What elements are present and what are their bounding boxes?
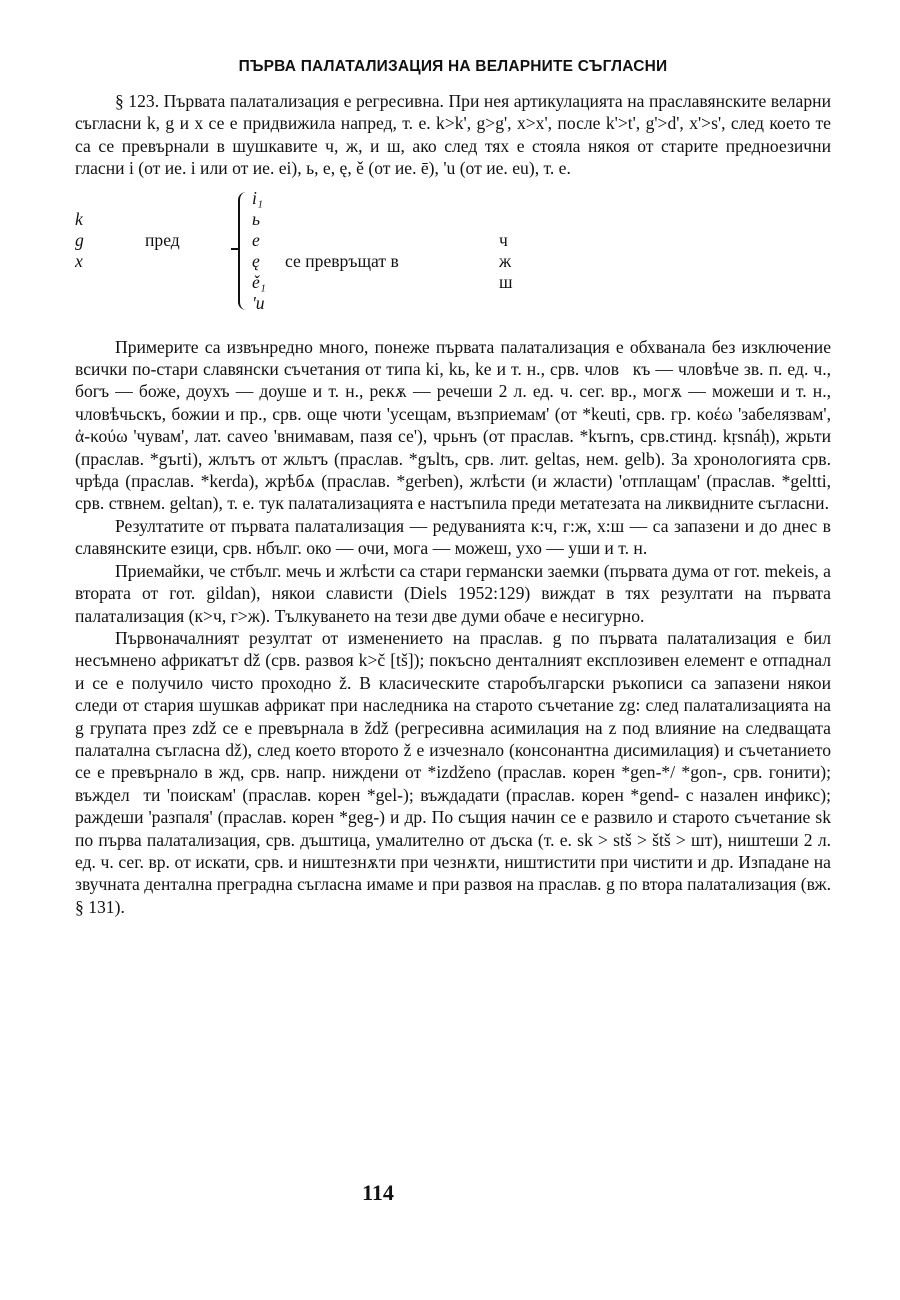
paragraph-examples: Примерите са извънредно много, понеже първата палатализация е обхванала без изключение всички по-стари славянски съчетания от типа ki, kь, ke и т. н., срв. члов꙽къ — чловѣче зв. п. ед. ч., богъ — боже, доухъ — доуше и т. н., рекѫ — речеши 2 л. ед. ч. сег. вр., могѫ — можеши и т. н., чловѣчьскъ, божии и пр., срв. още чюти 'усещам, възприемам' (от *keuti, срв. гр. κοέω 'забелязвам', ἀ-κούω 'чувам', лат. caveo 'внимавам, пазя се'), чрьнъ (от праслав. *kъrnъ, срв.стинд. kṛsnáḥ), жрьти (праслав. *gъrti), жлътъ от жльтъ (праслав. *gъltъ, срв. лит. geltas, нем. gelb). За хронологията срв. чрѣда (праслав. *kerda), жрѣбѧ (праслав. *gerben), жлѣсти (и жлаcти) 'отплащам' (праслав. *geltti, срв. ствнем. geltan), т. е. тук палатализацията е настъпила преди метатезата на ликвидните съгласни.	[75, 336, 831, 514]
formula-vowel: ę	[252, 250, 260, 271]
formula-pred: пред	[145, 229, 180, 250]
formula-turn: се превръщат в	[285, 250, 399, 271]
page-body	[75, 48, 831, 918]
formula-consonant: x	[75, 250, 83, 271]
palatalization-formula	[75, 188, 831, 320]
paragraph-123: § 123. Първата палатализация е регресивна. При нея артикулацията на праславянските веларни съгласни k, g и x се е придвижила напред, т. е. k>k', g>g', x>x', после k'>t', g'>d', x'>s', след което те са се превърнали в шушкавите ч, ж, и ш, ако след тях е стояла някоя от старите предноезични гласни i (от ие. i или от ие. ei), ь, e, ę, ě (от ие. ē), 'u (от ие. eu), т. е.	[75, 91, 831, 179]
formula-result: ч	[499, 229, 508, 250]
page-number: 114	[362, 1180, 394, 1205]
formula-vowel: ь	[252, 208, 261, 229]
paragraph-loanwords: Приемайки, че стбълг. мечь и жлѣсти са стари германски заемки (първата дума от гот. mekeis, а втората от гот. gildan), някои слависти (Diels 1952:129) виждат в тях резултати на първата палатализация (к>ч, г>ж). Тълкуването на тези две думи обаче е несигурно.	[75, 560, 831, 626]
formula-results	[499, 188, 513, 293]
formula-vowels	[252, 188, 266, 314]
chapter-heading: ПЪРВА ПАЛАТАЛИЗАЦИЯ НА ВЕЛАРНИТЕ СЪГЛАСНИ	[238, 58, 668, 75]
formula-brace	[238, 192, 249, 310]
formula-consonants	[75, 188, 84, 272]
formula-result: ш	[499, 271, 513, 292]
formula-vowel: 'u	[252, 292, 265, 313]
formula-vowel: i₁	[252, 187, 264, 208]
paragraph-affricate: Първоначалният резултат от изменението на праслав. g по първата палатализация е бил несъмнено африкатът dž (срв. развоя k>č [tš]); покъсно денталният експлозивен елемент е отпаднал и се е получило чисто проходно ž. В класическите старобългарски ръкописи са запазени някои следи от стария шушкав африкат при наследника на старото съчетание zg: след палатализацията на g групата през zdž се е превърнала в ždž (регресивна асимилация на z под влияние на следващата палатална съгласна dž), след което второто ž е изчезнало (консонантна дисимилация) и съчетанието се е превърнало в жд, срв. напр. ниждени от *izdženo (праслав. корен *gen-*/ *gon-, срв. гонити); въждел꙽ти 'поискам' (праслав. корен *gel-); въждадати (праслав. корен *gend- с назален инфикс); раждеши 'разпаля' (праслав. корен *geg-) и др. По същия начин се е развило и старото съчетание sk по първа палатализация, срв. дъштица, умалително от дъска (т. е. sk > stš > štš > шт), ништеши 2 л. ед. ч. сег. вр. от искати, срв. и ништезнѫти при чезнѫти, ништистити при чистити и др. Изпадане на звучната дентална преградна съгласна имаме и при развоя на праслав. g по втора палатализация (вж. § 131).	[75, 627, 831, 917]
formula-consonant: k	[75, 208, 83, 229]
paragraph-results: Резултатите от първата палатализация — редуванията к:ч, г:ж, х:ш — са запазени и до днес в славянските езици, срв. нбълг. око — очи, мога — можеш, ухо — уши и т. н.	[75, 515, 831, 559]
formula-consonant: g	[75, 229, 84, 250]
formula-result: ж	[499, 250, 512, 271]
formula-vowel: e	[252, 229, 260, 250]
formula-vowel: ě₁	[252, 271, 266, 292]
